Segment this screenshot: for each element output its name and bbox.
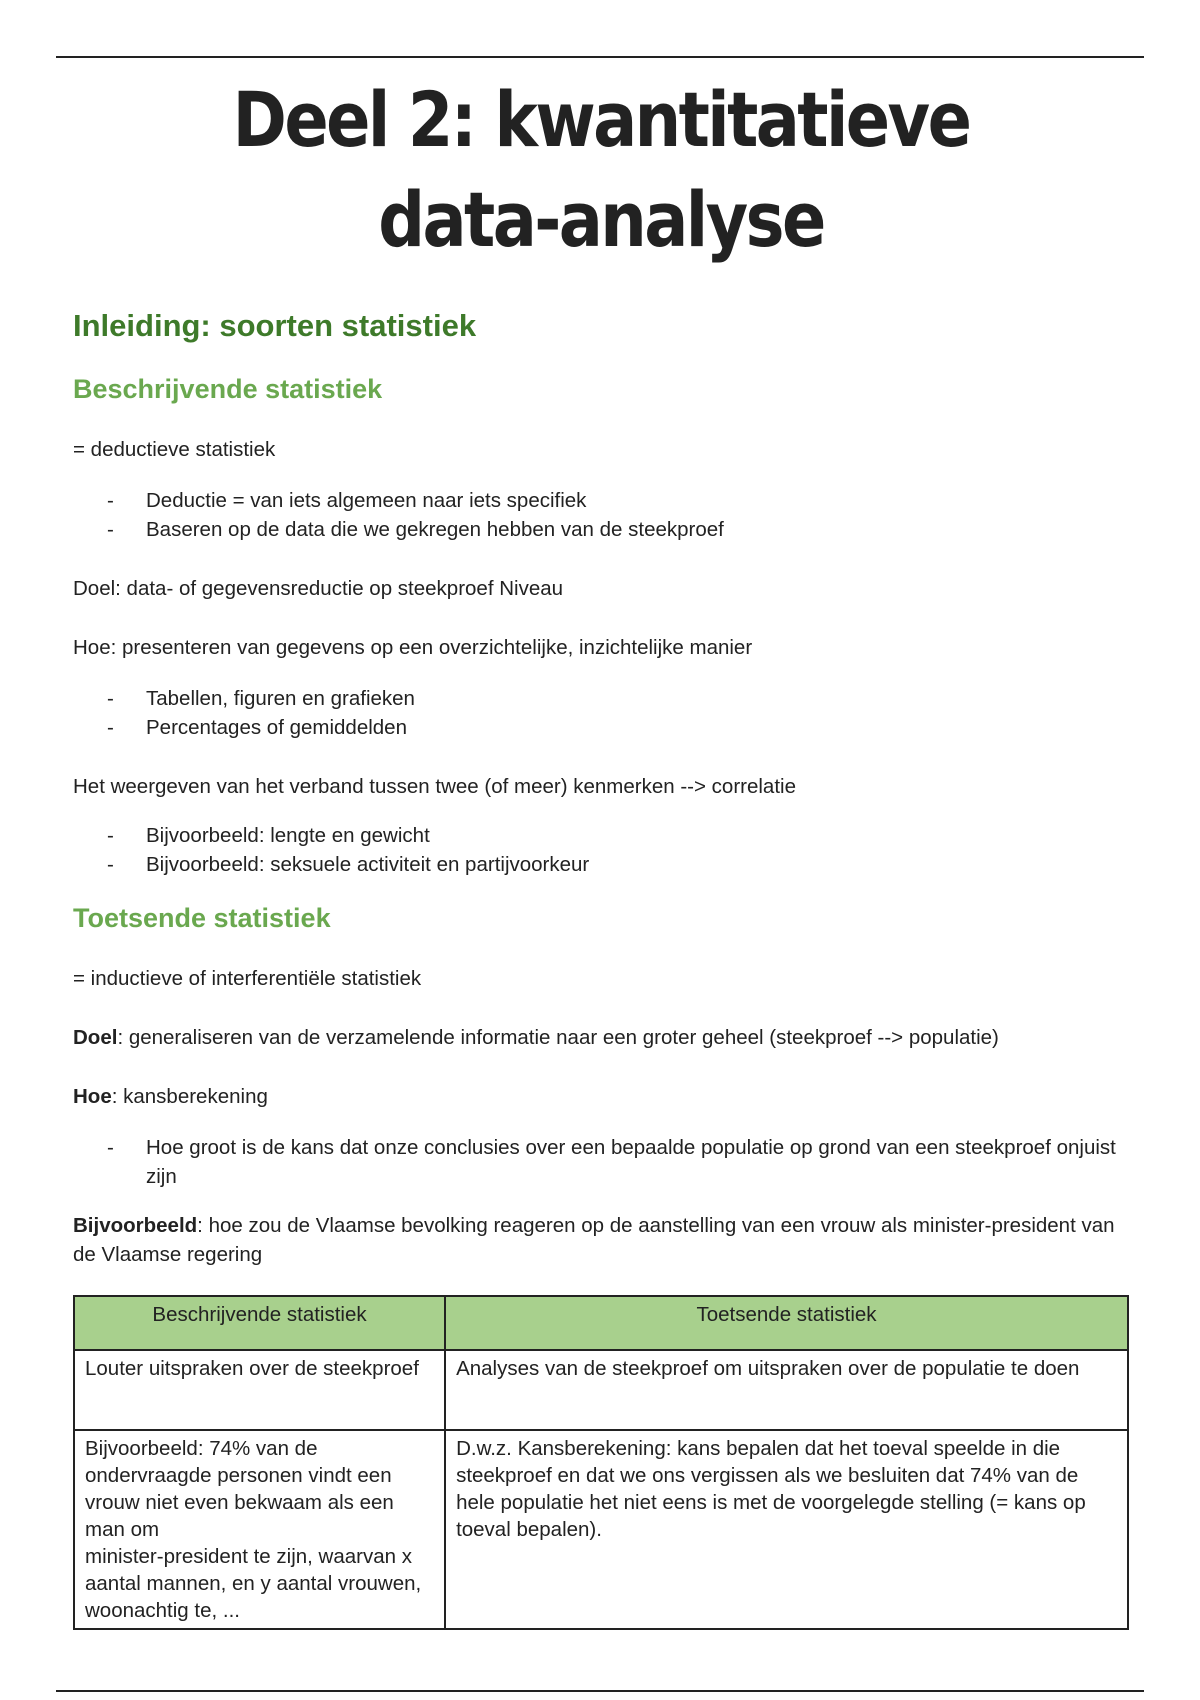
doel-label: Doel <box>73 1026 118 1049</box>
voorbeeld-label: Bijvoorbeeld <box>73 1214 198 1237</box>
table-cell: D.w.z. Kansberekening: kans bepalen dat het toeval speelde in die steekproef en dat we ons vergissen als we besluiten dat 74% van de hele populatie het niet eens is met de voorgelegde stelling (= kans op toeval bepalen). <box>445 1430 1128 1629</box>
hoe-label: Hoe <box>73 1085 112 1108</box>
list-item: - Bijvoorbeeld: lengte en gewicht <box>73 821 1129 850</box>
toetsende-heading: Toetsende statistiek <box>73 903 331 933</box>
list-item: - Baseren op de data die we gekregen hebben van de steekproef <box>73 515 1129 544</box>
beschrijvende-heading: Beschrijvende statistiek <box>73 374 383 404</box>
bottom-rule <box>56 1690 1144 1692</box>
table-header: Beschrijvende statistiek <box>74 1296 445 1350</box>
kans-list <box>73 1133 1129 1191</box>
table-cell <box>74 1430 445 1629</box>
toetsende-doel <box>73 1023 1129 1052</box>
table-cell: Louter uitspraken over de steekproef <box>74 1350 445 1430</box>
table-header: Toetsende statistiek <box>445 1296 1128 1350</box>
deductie-list <box>73 486 1129 544</box>
comparison-table <box>73 1295 1129 1630</box>
toetsende-hoe <box>73 1082 1129 1111</box>
top-rule <box>56 56 1144 58</box>
voorbeeld-text: : hoe zou de Vlaamse bevolking reageren op de aanstelling van een vrouw als minister-president van de Vlaamse regering <box>73 1214 1115 1266</box>
intro-heading: Inleiding: soorten statistiek <box>73 308 477 343</box>
cell-line: Bijvoorbeeld: 74% van de ondervraagde personen vindt een vrouw niet even bekwaam als een man om <box>85 1437 394 1541</box>
table-header-row <box>74 1296 1128 1350</box>
table-row <box>74 1350 1128 1430</box>
list-item: - Hoe groot is de kans dat onze conclusies over een bepaalde populatie op grond van een steekproef onjuist zijn <box>73 1133 1129 1191</box>
beschrijvende-definition: = deductieve statistiek <box>73 438 276 461</box>
list-item: - Bijvoorbeeld: seksuele activiteit en partijvoorkeur <box>73 850 1129 879</box>
list-item: - Tabellen, figuren en grafieken <box>73 684 1129 713</box>
table-cell: Analyses van de steekproef om uitspraken over de populatie te doen <box>445 1350 1128 1430</box>
list-item: - Percentages of gemiddelden <box>73 713 1129 742</box>
beschrijvende-hoe: Hoe: presenteren van gegevens op een overzichtelijke, inzichtelijke manier <box>73 636 753 659</box>
page-title: Deel 2: kwantitatieve data-analyse <box>232 75 970 264</box>
list-item: - Deductie = van iets algemeen naar iets specifiek <box>73 486 1129 515</box>
hoe-list <box>73 684 1129 742</box>
document-page <box>73 70 1129 1630</box>
verband-text: Het weergeven van het verband tussen twee (of meer) kenmerken --> correlatie <box>73 775 796 798</box>
toetsende-definition: = inductieve of interferentiële statistiek <box>73 967 422 990</box>
toetsende-voorbeeld <box>73 1211 1129 1269</box>
doel-text: : generaliseren van de verzamelende informatie naar een groter geheel (steekproef --> populatie) <box>117 1026 999 1049</box>
beschrijvende-doel: Doel: data- of gegevensreductie op steekproef Niveau <box>73 577 564 600</box>
hoe-text: : kansberekening <box>111 1085 268 1108</box>
cell-line: minister-president te zijn, waarvan x aantal mannen, en y aantal vrouwen, woonachtig te, ... <box>85 1545 422 1622</box>
verband-list <box>73 821 1129 879</box>
table-row <box>74 1430 1128 1629</box>
